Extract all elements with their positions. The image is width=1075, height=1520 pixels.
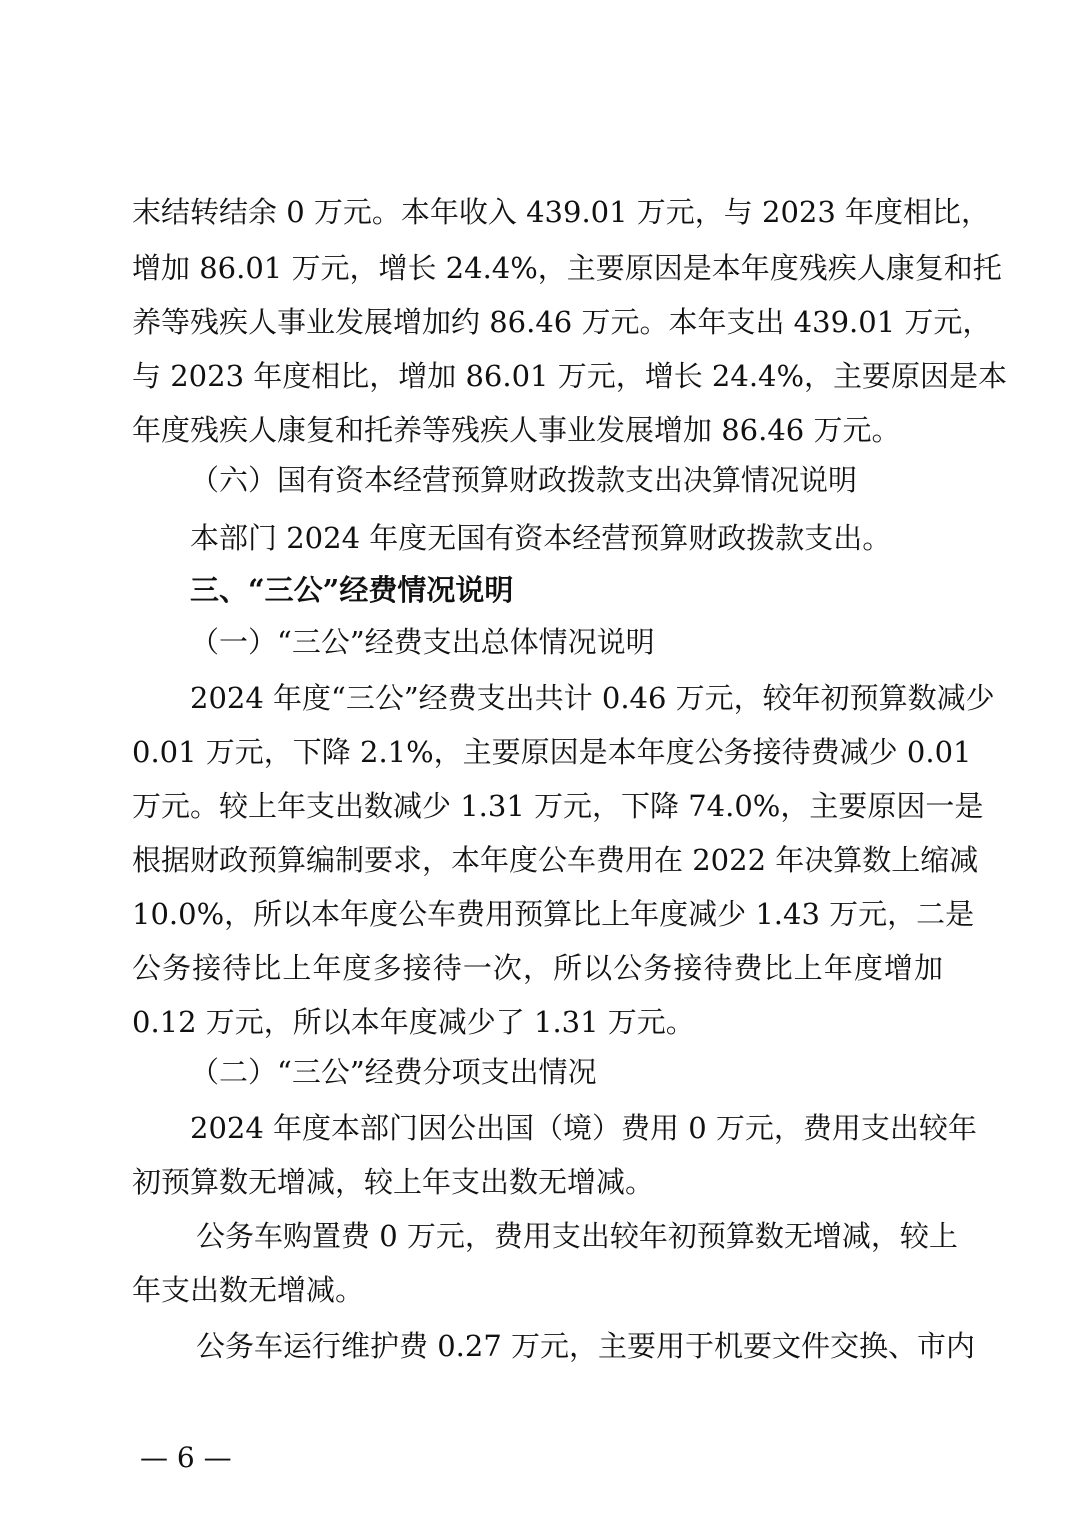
paragraph-5-line-2: 年支出数无增减。	[132, 1273, 365, 1307]
paragraph-1-line-3: 养等残疾人事业发展增加约 86.46 万元。本年支出 439.01 万元，	[132, 305, 992, 339]
paragraph-1-line-5: 年度残疾人康复和托养等残疾人事业发展增加 86.46 万元。	[132, 413, 901, 447]
paragraph-1-line-2: 增加 86.01 万元，增长 24.4%，主要原因是本年度残疾人康复和托	[132, 251, 1002, 285]
paragraph-1-line-4: 与 2023 年度相比，增加 86.01 万元，增长 24.4%，主要原因是本	[132, 359, 1008, 393]
paragraph-4-line-2: 初预算数无增减，较上年支出数无增减。	[132, 1165, 655, 1199]
paragraph-2: 本部门 2024 年度无国有资本经营预算财政拨款支出。	[190, 521, 892, 555]
paragraph-3-line-7: 0.12 万元，所以本年度减少了 1.31 万元。	[132, 1005, 695, 1039]
section-heading-three: 三、“三公”经费情况说明	[190, 573, 514, 607]
paragraph-6-line-1: 公务车运行维护费 0.27 万元，主要用于机要文件交换、市内	[196, 1329, 976, 1363]
page-number: — 6 —	[140, 1441, 232, 1474]
paragraph-3-line-6: 公务接待比上年度多接待一次，所以公务接待费比上年度增加	[132, 951, 943, 985]
section-heading-six: （六）国有资本经营预算财政拨款支出决算情况说明	[190, 463, 858, 497]
paragraph-3-line-2: 0.01 万元，下降 2.1%，主要原因是本年度公务接待费减少 0.01	[132, 735, 972, 769]
paragraph-3-line-3: 万元。较上年支出数减少 1.31 万元，下降 74.0%，主要原因一是	[132, 789, 984, 823]
subsection-heading-two: （二）“三公”经费分项支出情况	[190, 1055, 597, 1089]
paragraph-4-line-1: 2024 年度本部门因公出国（境）费用 0 万元，费用支出较年	[190, 1111, 977, 1145]
paragraph-3-line-1: 2024 年度“三公”经费支出共计 0.46 万元，较年初预算数减少	[190, 681, 995, 715]
paragraph-3-line-5: 10.0%，所以本年度公车费用预算比上年度减少 1.43 万元，二是	[132, 897, 975, 931]
paragraph-3-line-4: 根据财政预算编制要求，本年度公车费用在 2022 年决算数上缩减	[132, 843, 979, 877]
paragraph-1-line-1: 末结转结余 0 万元。本年收入 439.01 万元，与 2023 年度相比，	[132, 195, 991, 229]
subsection-heading-one: （一）“三公”经费支出总体情况说明	[190, 625, 655, 659]
paragraph-5-line-1: 公务车购置费 0 万元，费用支出较年初预算数无增减，较上	[196, 1219, 958, 1253]
